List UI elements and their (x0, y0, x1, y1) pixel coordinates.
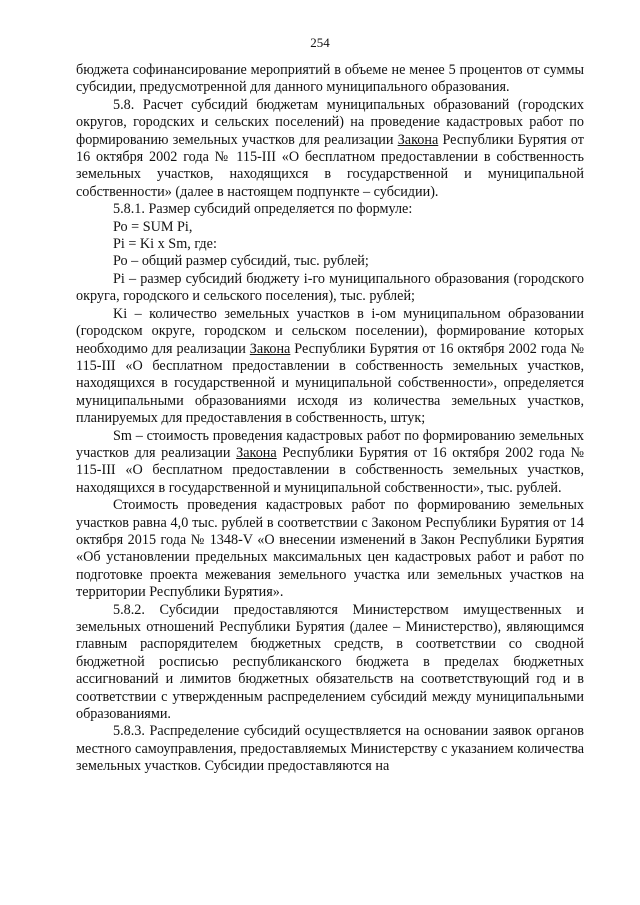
definition-sm (76, 428, 584, 498)
paragraph-text: 5.8. Расчет субсидий бюджетам муниципальных образований (городских округов, городских и сельских поселений) на проведение кадастровых работ по формированию земельных участков для реализации (76, 96, 584, 148)
paragraph-5-8 (76, 97, 584, 201)
paragraph-5-8-3: 5.8.3. Распределение субсидий осуществляется на основании заявок органов местного самоуправления, предоставляемых Министерству с указанием количества земельных участков. Субсидии предоставляются на (76, 723, 584, 775)
paragraph-text: Республики Бурятия от 16 октября 2002 года № 115-III «О бесплатном предоставлении в собственность земельных участков, находящихся в государственной и муниципальной собственности», тыс. рублей. (76, 444, 584, 496)
paragraph-continuation: бюджета софинансирование мероприятий в объеме не менее 5 процентов от суммы субсидии, предусмотренной для данного муниципального образования. (76, 62, 584, 96)
paragraph-5-8-1: 5.8.1. Размер субсидий определяется по формуле: (113, 201, 413, 218)
paragraph-text: Республики Бурятия от 16 октября 2002 года № 115-III «О бесплатном предоставлении в собственность земельных участков, находящихся в государственной и муниципальной собственности» (далее в настоящем подпункте – субсидии). (76, 131, 584, 200)
formula-pi: Pi = Ki x Sm, где: (113, 236, 217, 253)
law-link[interactable]: Закона (397, 131, 439, 148)
page-number: 254 (310, 35, 330, 50)
formula-total: Ро = SUM Pi, (113, 218, 193, 235)
paragraph-text: Ki – количество земельных участков в i-ом муниципальном образовании (городском округе, городском и сельском поселении), формирование которых необходимо для реализации (76, 305, 584, 357)
paragraph-text: Sm – стоимость проведения кадастровых работ по формированию земельных участков для реализации (76, 427, 584, 461)
document-body (76, 62, 584, 776)
definition-po: Ро – общий размер субсидий, тыс. рублей; (113, 253, 369, 270)
paragraph-cost: Стоимость проведения кадастровых работ по формированию земельных участков равна 4,0 тыс. рублей в соответствии с Законом Республики Бурятия от 14 октября 2015 года № 1348-V «О внесении изменений в Закон Республики Бурятия «Об установлении предельных максимальных цен кадастровых работ и работ по подготовке проекта межевания земельного участка или земельных участков на территории Республики Бурятия». (76, 497, 584, 601)
law-link[interactable]: Закона (236, 444, 277, 461)
paragraph-5-8-2: 5.8.2. Субсидии предоставляются Министерством имущественных и земельных отношений Республики Бурятия (далее – Министерство), являющимся главным распорядителем бюджетных средств, в соответствии со сводной бюджетной росписью республиканского бюджета в пределах бюджетных ассигнований и лимитов бюджетных обязательств на соответствующий год и в соответствии с утвержденным распределением субсидий между муниципальными образованиями. (76, 601, 584, 723)
paragraph-text: Республики Бурятия от 16 октября 2002 года № 115-III «О бесплатном предоставлении в собственность земельных участков, находящихся в государственной и муниципальной собственности», определяется муниципальными образованиями исходя из количества земельных участков, планируемых для предоставления в собственность, штук; (76, 340, 584, 427)
definition-ki (76, 306, 584, 428)
definition-pi: Pi – размер субсидий бюджету i-го муниципального образования (городского округа, городского и сельского поселения), тыс. рублей; (76, 270, 584, 305)
law-link[interactable]: Закона (249, 340, 291, 357)
